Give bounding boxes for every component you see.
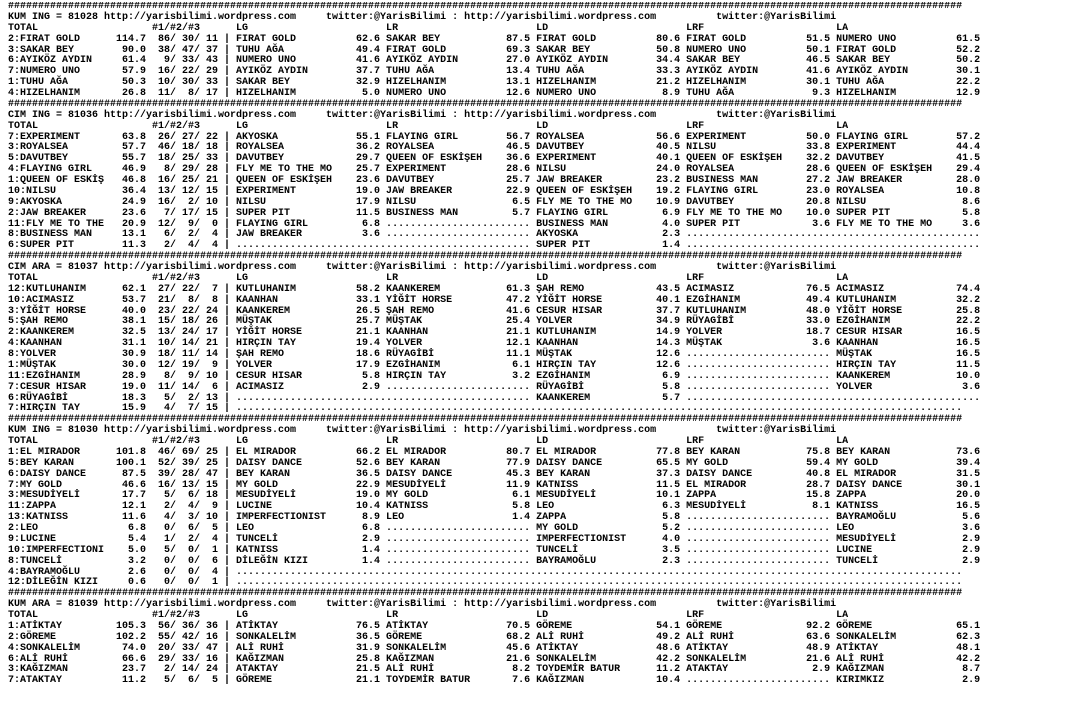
table-row: 6:SUPER PIT 11.3 2/ 4/ 4 | ................................................. SUPER PIT 1.4 .................................................: [8, 240, 981, 252]
table-row: 8:BUSINESS MAN 13.1 6/ 2/ 4 | JAW BREAKER 3.6 ........................ AKYOSKA 2.3 .................................................: [8, 229, 981, 241]
table-row: 10:IMPERFECTIONI 5.0 5/ 0/ 1 | KATNISS 1.4 ........................ TUNCELİ 3.5 ........................ LUCINE 2.9: [8, 544, 981, 556]
table-row: 7:HIRÇIN TAY 15.9 4/ 7/ 15 | .........................................................................................................................: [8, 403, 963, 415]
table-row: 5:ŞAH REMO 38.1 15/ 18/ 26 | MÜŞTAK 25.7 MÜŞTAK 25.4 YOLVER 34.9 RÜYAGİBİ 33.0 EZGİHANIM 22.2: [8, 316, 981, 328]
table-row: 6:AYIKÖZ AYDIN 61.4 9/ 33/ 43 | NUMERO UNO 41.6 AYIKÖZ AYDIN 27.0 AYIKÖZ AYDIN 34.4 SAKAR BEY 46.5 SAKAR BEY 50.2: [8, 55, 981, 67]
column-header: TOTAL #1/#2/#3 LG LR LD LRF LA: [8, 120, 849, 132]
table-row: 3:ROYALSEA 57.7 46/ 18/ 18 | ROYALSEA 36.2 ROYALSEA 46.5 DAVUTBEY 40.5 NILSU 33.8 EXPERIMENT 44.4: [8, 142, 981, 154]
race-header: CIM ARA = 81037 http://yarisbilimi.wordpress.com twitter:@YarisBilimi : http://yarisbilimi.wordpress.com twitter:@YarisBilimi: [8, 262, 837, 273]
race-header: KUM ARA = 81039 http://yarisbilimi.wordpress.com twitter:@YarisBilimi : http://yarisbilimi.wordpress.com twitter:@YarisBilimi: [8, 599, 837, 611]
table-row: 5:BEY KARAN 100.1 52/ 39/ 25 | DAISY DANCE 52.6 BEY KARAN 77.9 DAISY DANCE 65.5 MY GOLD 59.4 MY GOLD 39.4: [8, 457, 981, 469]
table-row: 7:CESUR HISAR 19.0 11/ 14/ 6 | ACIMASIZ 2.9 ........................ RÜYAGİBİ 5.8 ........................ YOLVER 3.6: [8, 381, 981, 393]
table-row: 6:ALİ RUHİ 66.6 29/ 33/ 16 | KAĞIZMAN 25.8 KAĞIZMAN 21.6 SONKALELİM 42.2 SONKALELİM 21.6 ALİ RUHİ 42.2: [8, 653, 981, 665]
table-row: 1:QUEEN OF ESKİŞ 46.8 16/ 25/ 21 | QUEEN OF ESKİŞEH 23.6 DAVUTBEY 25.7 JAW BREAKER 23.2 BUSINESS MAN 27.2 JAW BREAKER 28.0: [8, 175, 981, 186]
separator-line: ###############################################################################################################################################################: [8, 414, 963, 426]
table-row: 11:FLY ME TO THE 20.9 12/ 9/ 0 | FLAYING GIRL 6.8 ........................ BUSINESS MAN 4.0 SUPER PIT 3.6 FLY ME TO THE MO 3.6: [8, 218, 981, 230]
table-row: 5:DAVUTBEY 55.7 18/ 25/ 33 | DAVUTBEY 29.7 QUEEN OF ESKİŞEH 36.6 EXPERIMENT 40.1 QUEEN OF ESKİŞEH 32.2 DAVUTBEY 41.5: [8, 153, 981, 165]
table-row: 7:ATAKTAY 11.2 5/ 6/ 5 | GÖREME 21.1 TOYDEMİR BATUR 7.6 KAĞIZMAN 10.4 ........................ KIRIMKIZ 2.9: [8, 675, 981, 687]
separator-line: ###############################################################################################################################################################: [8, 98, 963, 110]
column-header: TOTAL #1/#2/#3 LG LR LD LRF LA: [8, 22, 849, 34]
table-row: 2:FIRAT GOLD 114.7 86/ 30/ 11 | FIRAT GOLD 62.6 SAKAR BEY 87.5 FIRAT GOLD 80.6 FIRAT GOLD 51.5 NUMERO UNO 61.5: [8, 33, 981, 45]
table-row: 2:KAANKEREM 32.5 13/ 24/ 17 | YİĞİT HORSE 21.1 KAANHAN 21.1 KUTLUHANIM 14.9 YOLVER 18.7 CESUR HISAR 16.5: [8, 327, 981, 339]
column-header: TOTAL #1/#2/#3 LG LR LD LRF LA: [8, 436, 849, 447]
table-row: 10:NILSU 36.4 13/ 12/ 15 | EXPERIMENT 19.0 JAW BREAKER 22.9 QUEEN OF ESKİŞEH 19.2 FLAYING GIRL 23.0 ROYALSEA 10.8: [8, 185, 981, 197]
table-row: 3:MESUDİYELİ 17.7 5/ 6/ 18 | MESUDİYELİ 19.0 MY GOLD 6.1 MESUDİYELİ 10.1 ZAPPA 15.8 ZAPPA 20.0: [8, 490, 981, 502]
table-row: 4:HIZELHANIM 26.8 11/ 8/ 17 | HIZELHANIM 5.0 NUMERO UNO 12.6 NUMERO UNO 8.9 TUHU AĞA 9.3 HIZELHANIM 12.9: [8, 88, 981, 99]
table-row: 9:LUCINE 5.4 1/ 2/ 4 | TUNCELİ 2.9 ........................ IMPERFECTIONIST 4.0 ........................ MESUDİYELİ 2.9: [8, 533, 981, 545]
table-row: 1:EL MIRADOR 101.8 46/ 69/ 25 | EL MIRADOR 66.2 EL MIRADOR 80.7 EL MIRADOR 77.8 BEY KARAN 75.8 BEY KARAN 73.6: [8, 446, 981, 458]
race-header: CIM ING = 81036 http://yarisbilimi.wordpress.com twitter:@YarisBilimi : http://yarisbilimi.wordpress.com twitter:@YarisBilimi: [8, 109, 837, 121]
race-header: KUM ING = 81030 http://yarisbilimi.wordpress.com twitter:@YarisBilimi : http://yarisbilimi.wordpress.com twitter:@YarisBilimi: [8, 425, 837, 437]
separator-line: ###############################################################################################################################################################: [8, 2, 963, 12]
column-header: TOTAL #1/#2/#3 LG LR LD LRF LA: [8, 272, 849, 284]
table-row: 12:KUTLUHANIM 62.1 27/ 22/ 7 | KUTLUHANIM 58.2 KAANKEREM 61.3 ŞAH REMO 43.5 ACIMASIZ 76.5 ACIMASIZ 74.4: [8, 283, 981, 295]
table-row: 11:EZGİHANIM 28.9 8/ 9/ 10 | CESUR HISAR 5.8 HIRÇIN TAY 3.2 EZGİHANIM 6.9 ........................ KAANKEREM 10.0: [8, 370, 981, 382]
table-row: 9:AKYOSKA 24.9 16/ 2/ 10 | NILSU 17.9 NILSU 6.5 FLY ME TO THE MO 10.9 DAVUTBEY 20.8 NILSU 8.6: [8, 196, 981, 208]
table-row: 7:NUMERO UNO 57.9 16/ 22/ 29 | AYIKÖZ AYDIN 37.7 TUHU AĞA 13.4 TUHU AĞA 33.3 AYIKÖZ AYDIN 41.6 AYIKÖZ AYDIN 30.1: [8, 66, 981, 78]
table-row: 1:MÜŞTAK 30.0 12/ 19/ 9 | YOLVER 17.9 EZGİHANIM 6.1 HIRÇIN TAY 12.6 ........................ HIRÇIN TAY 11.5: [8, 359, 981, 371]
column-header: TOTAL #1/#2/#3 LG LR LD LRF LA: [8, 610, 849, 621]
table-row: 1:ATİKTAY 105.3 56/ 36/ 36 | ATİKTAY 76.5 ATİKTAY 70.5 GÖREME 54.1 GÖREME 92.2 GÖREME 65.1: [8, 620, 981, 632]
race-header: KUM ING = 81028 http://yarisbilimi.wordpress.com twitter:@YarisBilimi : http://yarisbilimi.wordpress.com twitter:@YarisBilimi: [8, 11, 837, 23]
table-row: 3:KAĞIZMAN 23.7 2/ 14/ 24 | ATAKTAY 21.5 ALİ RUHİ 8.2 TOYDEMİR BATUR 11.2 ATAKTAY 2.9 KAĞIZMAN 8.7: [8, 664, 981, 676]
table-row: 4:SONKALELİM 74.0 20/ 33/ 47 | ALİ RUHİ 31.9 SONKALELİM 45.6 ATİKTAY 48.6 ATİKTAY 48.9 ATİKTAY 48.1: [8, 642, 981, 654]
table-row: 11:ZAPPA 12.1 2/ 4/ 9 | LUCINE 10.4 KATNISS 5.8 LEO 6.3 MESUDİYELİ 8.1 KATNISS 16.5: [8, 501, 981, 513]
race-stats-document: [8, 2, 1077, 710]
table-row: 4:FLAYING GIRL 46.9 8/ 29/ 28 | FLY ME TO THE MO 25.7 EXPERIMENT 28.6 NILSU 24.0 ROYALSEA 28.6 QUEEN OF ESKİŞEH 29.4: [8, 164, 981, 176]
table-row: 7:MY GOLD 46.6 16/ 13/ 15 | MY GOLD 22.9 MESUDİYELİ 11.9 KATNISS 11.5 EL MIRADOR 28.7 DAISY DANCE 30.1: [8, 479, 981, 491]
table-row: 2:LEO 6.8 0/ 6/ 5 | LEO 6.8 ........................ MY GOLD 5.2 ........................ LEO 3.6: [8, 523, 981, 534]
table-row: 3:SAKAR BEY 90.0 38/ 47/ 37 | TUHU AĞA 49.4 FIRAT GOLD 69.3 SAKAR BEY 50.8 NUMERO UNO 50.1 FIRAT GOLD 52.2: [8, 44, 981, 56]
table-row: 6:RÜYAGİBİ 18.3 5/ 2/ 13 | ................................................. KAANKEREM 5.7 .................................................: [8, 392, 981, 404]
table-row: 7:EXPERIMENT 63.8 26/ 27/ 22 | AKYOSKA 55.1 FLAYING GIRL 56.7 ROYALSEA 56.6 EXPERIMENT 50.0 FLAYING GIRL 57.2: [8, 131, 981, 143]
table-row: 2:GÖREME 102.2 55/ 42/ 16 | SONKALELİM 36.5 GÖREME 68.2 ALİ RUHİ 49.2 ALİ RUHİ 63.6 SONKALELİM 62.3: [8, 631, 981, 643]
table-row: 4:KAANHAN 31.1 10/ 14/ 21 | HIRÇIN TAY 19.4 YOLVER 12.1 KAANHAN 14.3 MÜŞTAK 3.6 KAANHAN 16.5: [8, 338, 981, 350]
table-row: 3:YİĞİT HORSE 40.0 23/ 22/ 24 | KAANKEREM 26.5 ŞAH REMO 41.6 CESUR HISAR 37.7 KUTLUHANIM 48.0 YİĞİT HORSE 25.8: [8, 305, 981, 317]
table-row: 10:ACIMASIZ 53.7 21/ 8/ 8 | KAANHAN 33.1 YİĞİT HORSE 47.2 YİĞİT HORSE 40.1 EZGİHANIM 49.4 KUTLUHANIM 32.2: [8, 294, 981, 306]
table-row: 1:TUHU AĞA 50.3 10/ 30/ 33 | SAKAR BEY 32.9 HIZELHANIM 13.1 HIZELHANIM 21.2 HIZELHANIM 30.1 TUHU AĞA 22.2: [8, 77, 981, 89]
separator-line: ###############################################################################################################################################################: [8, 251, 963, 263]
table-row: 8:YOLVER 30.9 18/ 11/ 14 | ŞAH REMO 18.6 RÜYAGİBİ 11.1 MÜŞTAK 12.6 ........................ MÜŞTAK 16.5: [8, 349, 981, 360]
separator-line: ###############################################################################################################################################################: [8, 588, 963, 600]
table-row: 2:JAW BREAKER 23.6 7/ 17/ 15 | SUPER PIT 11.5 BUSINESS MAN 5.7 FLAYING GIRL 6.9 FLY ME TO THE MO 10.0 SUPER PIT 5.8: [8, 207, 981, 219]
table-row: 6:DAISY DANCE 87.5 39/ 28/ 47 | BEY KARAN 36.5 DAISY DANCE 45.3 BEY KARAN 37.3 DAISY DANCE 40.8 EL MIRADOR 31.5: [8, 468, 981, 480]
table-row: 4:BAYRAMOĞLU 2.6 0/ 0/ 4 | .........................................................................................................................: [8, 566, 963, 578]
table-row: 13:KATNISS 11.6 4/ 3/ 10 | IMPERFECTIONIST 8.9 LEO 1.4 ZAPPA 5.8 ........................ BAYRAMOĞLU 5.6: [8, 512, 981, 524]
table-row: 12:DİLEĞİN KIZI 0.6 0/ 0/ 1 | .........................................................................................................................: [8, 577, 963, 589]
table-row: 8:TUNCELİ 3.2 0/ 0/ 6 | DİLEĞİN KIZI 1.4 ........................ BAYRAMOĞLU 2.3 ........................ TUNCELİ 2.9: [8, 555, 981, 567]
